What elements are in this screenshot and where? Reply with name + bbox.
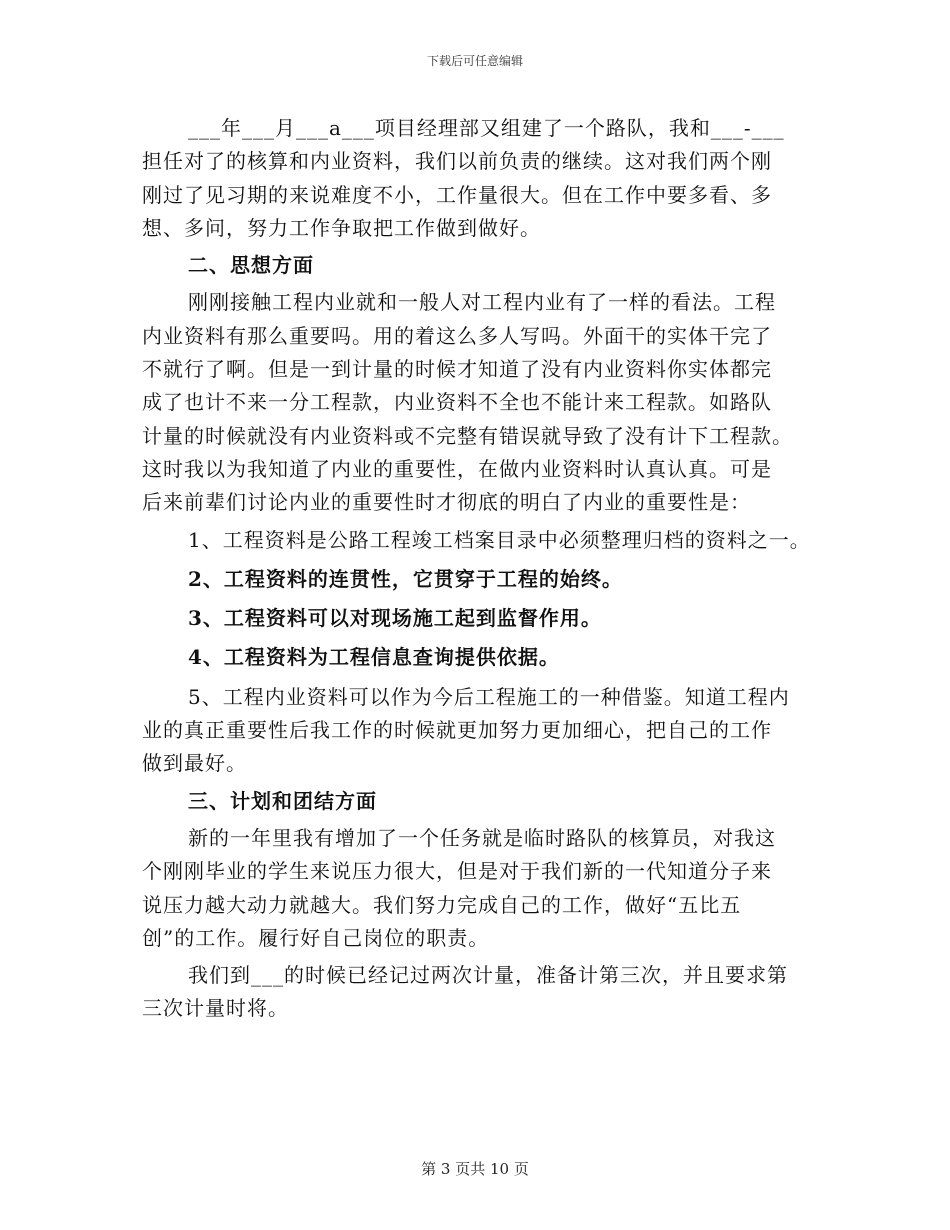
text-line: 5、工程内业资料可以作为今后工程施工的一种借鉴。知道工程内	[188, 684, 790, 709]
text-line: 计量的时候就没有内业资料或不完整有错误就导致了没有计下工程款。	[142, 423, 793, 448]
list-item-text: 1、工程资料是公路工程竣工档案目录中必须整理归档的资料之一。	[188, 527, 811, 552]
text-line: 后来前辈们讨论内业的重要性时才彻底的明白了内业的重要性是：	[142, 490, 751, 515]
text-line: 成了也计不来一分工程款，内业资料不全也不能计来工程款。如路队	[142, 390, 772, 415]
text-line: 做到最好。	[142, 751, 247, 776]
list-item-text: 4、工程资料为工程信息查询提供依据。	[188, 645, 560, 670]
text-line: 不就行了啊。但是一到计量的时候才知道了没有内业资料你实体都完	[142, 357, 772, 382]
text-line: 刚过了见习期的来说难度不小，工作量很大。但在工作中要多看、多	[142, 182, 772, 207]
list-item	[142, 524, 822, 557]
text-line: ___年___月___a___项目经理部又组建了一个路队，我和___-___	[188, 116, 785, 140]
text-line: 创”的工作。履行好自己岗位的职责。	[142, 925, 490, 950]
list-item-text: 3、工程资料可以对现场施工起到监督作用。	[188, 606, 602, 631]
text-line: 担任对了的核算和内业资料，我们以前负责的继续。这对我们两个刚	[142, 149, 772, 174]
section-heading	[142, 785, 822, 818]
paragraph	[142, 822, 822, 955]
text-line: 刚刚接触工程内业就和一般人对工程内业有了一样的看法。工程	[188, 290, 776, 315]
paragraph	[142, 286, 822, 519]
text-line: 新的一年里我有增加了一个任务就是临时路队的核算员，对我这	[188, 825, 776, 850]
document-body	[142, 112, 822, 1030]
text-line: 想、多问，努力工作争取把工作做到做好。	[142, 215, 541, 240]
paragraph	[142, 112, 822, 245]
list-item	[142, 563, 822, 596]
page-number: 第 3 页共 10 页	[421, 1160, 529, 1178]
section-heading	[142, 249, 822, 282]
page-header-note: 下载后可任意编辑	[426, 54, 523, 68]
list-item	[142, 602, 822, 635]
heading-text: 二、思想方面	[188, 253, 314, 278]
heading-text: 三、计划和团结方面	[188, 788, 377, 813]
text-line: 这时我以为我知道了内业的重要性，在做内业资料时认真认真。可是	[142, 456, 772, 481]
paragraph	[142, 681, 822, 781]
text-line: 说压力越大动力就越大。我们努力完成自己的工作，做好“五比五	[142, 892, 742, 917]
text-line: 三次计量时将。	[142, 996, 289, 1021]
list-item	[142, 641, 822, 674]
text-line: 我们到___的时候已经记过两次计量，准备计第三次，并且要求第	[188, 963, 788, 988]
text-line: 内业资料有那么重要吗。用的着这么多人写吗。外面干的实体干完了	[142, 323, 772, 348]
list-item-text: 2、工程资料的连贯性，它贯穿于工程的始终。	[188, 566, 623, 591]
text-line: 个刚刚毕业的学生来说压力很大，但是对于我们新的一代知道分子来	[142, 859, 772, 884]
text-line: 业的真正重要性后我工作的时候就更加努力更加细心，把自己的工作	[142, 718, 772, 743]
paragraph	[142, 959, 822, 1026]
